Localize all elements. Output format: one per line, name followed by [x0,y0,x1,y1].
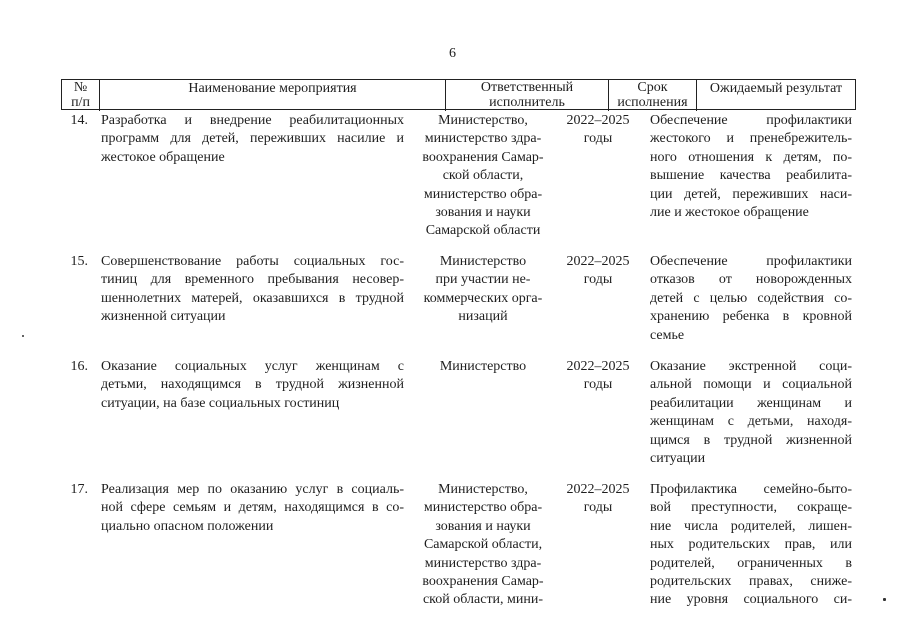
text-line: детей с целью содействия со- [650,290,852,306]
row-result [650,358,852,468]
text-line: годы [583,272,613,288]
text-line: Министерство, [438,482,528,497]
scan-speck [22,335,24,337]
text-line: альной помощи и социальной [650,377,852,393]
text-line: тиниц для временного пребывания несовер- [101,272,404,288]
row-executor [413,253,553,327]
text-line: Министерство [439,254,527,269]
row-executor [413,481,553,610]
text-line: семье [650,327,685,343]
text-line: 2022–2025 [566,254,630,269]
text-line: ных родительских прав, или [650,537,852,553]
row-name [101,112,404,167]
header-executor [446,80,609,111]
text-line: жестокого и пренебрежитель- [650,131,852,147]
text-line: годы [583,500,613,516]
scan-speck [883,598,886,601]
row-name [101,253,404,327]
text-line: воохранения Самар- [422,149,544,165]
text-line: коммерческих орга- [423,290,543,306]
text-line: зования и науки [435,518,531,534]
text-line: министерство обра- [423,186,543,202]
text-line: ской области, мини- [422,592,544,608]
text-line: министерство обра- [423,500,543,516]
text-line: детьми, находящимся в трудной жизненной [101,377,404,393]
text-line: ситуации [650,451,706,467]
header-term-line: Срок [637,80,668,95]
text-line: программ для детей, переживших насилие и [101,131,404,147]
row-result [650,481,852,610]
text-line: Обеспечение профилактики [650,254,852,269]
header-num-line: п/п [71,95,90,110]
row-name [101,481,404,536]
row-executor [413,358,553,376]
page-number: 6 [449,46,456,61]
text-line: Министерство [439,359,527,374]
row-number: 16. [70,359,88,374]
text-line: ной сфере семьям и детям, находящимся в со- [101,500,404,516]
text-line: циально опасном положении [101,518,274,534]
text-line: ние числа родителей, лишен- [650,518,852,534]
text-line: ного отношения к детям, по- [650,149,852,165]
header-term [609,80,697,111]
text-line: зования и науки [435,205,531,221]
text-line: годы [583,131,613,147]
row-number: 17. [70,482,88,497]
header-num [62,80,100,111]
text-line: Обеспечение профилактики [650,113,852,128]
header-result [697,80,855,111]
text-line: 2022–2025 [566,359,630,374]
text-line: шеннолетних матерей, оказавшихся в трудной [101,290,404,306]
text-line: министерство здра- [424,555,542,571]
header-num-line: № [73,80,88,95]
header-term-line: исполнения [617,95,688,110]
text-line: ской области, [442,168,524,184]
row-term [558,253,638,290]
row-term [558,112,638,149]
text-line: Оказание социальных услуг женщинам с [101,359,404,374]
text-line: Совершенствование работы социальных гос- [101,254,404,269]
text-line: лие и жестокое обращение [650,205,809,221]
header-name-line: Наименование мероприятия [188,81,357,96]
text-line: Самарской области, [423,537,543,553]
text-line: родителей, ограниченных в [650,555,852,571]
row-result [650,112,852,222]
header-executor-line: Ответственный [480,80,574,95]
text-line: воохранения Самар- [422,574,544,590]
text-line: вышение качества реабилита- [650,168,852,184]
text-line: ние уровня социального си- [650,592,852,608]
text-line: 2022–2025 [566,113,630,128]
text-line: Профилактика семейно-быто- [650,482,852,497]
text-line: ции детей, переживших наси- [650,186,852,202]
row-term [558,481,638,518]
text-line: низаций [458,309,508,325]
row-number: 15. [70,254,88,269]
text-line: Самарской области [425,223,541,239]
text-line: вой преступности, сокраще- [650,500,852,516]
header-result-line: Ожидаемый результат [709,81,843,96]
text-line: отказов от новорожденных [650,272,852,288]
row-name [101,358,404,413]
row-term [558,358,638,395]
row-result [650,253,852,345]
text-line: министерство здра- [424,131,542,147]
text-line: Разработка и внедрение реабилитационных [101,113,404,128]
row-executor [413,112,553,241]
text-line: ситуации, на базе социальных гостиниц [101,395,340,411]
text-line: родительских правах, сниже- [650,574,852,590]
table-header [61,79,856,110]
text-line: женщинам с детьми, находя- [650,414,852,430]
text-line: годы [583,377,613,393]
text-line: при участии не- [435,272,531,288]
text-line: жизненной ситуации [101,309,226,325]
text-line: щимся в трудной жизненной [650,432,852,448]
row-number: 14. [70,113,88,128]
text-line: 2022–2025 [566,482,630,497]
text-line: хранению ребенка в кровной [650,309,852,325]
text-line: реабилитации женщинам и [650,395,852,411]
header-name [100,80,446,111]
text-line: Министерство, [438,113,528,128]
text-line: Оказание экстренной соци- [650,359,852,374]
text-line: жестокое обращение [101,149,225,165]
header-executor-line: исполнитель [489,95,565,110]
text-line: Реализация мер по оказанию услуг в социаль- [101,482,404,497]
